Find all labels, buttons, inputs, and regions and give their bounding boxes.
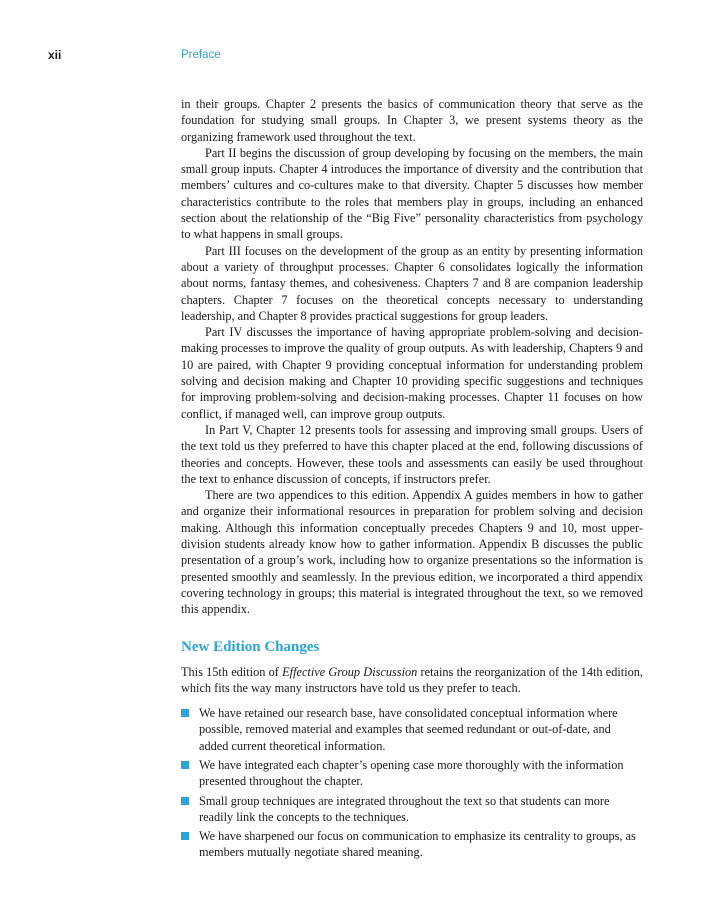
running-head — [0, 48, 727, 68]
paragraph-continued: in their groups. Chapter 2 presents the basics of communication theory that serve as the foundation for studying small groups. In Chapter 3, we present systems theory as the organizing framework used throughout the text. — [181, 97, 643, 144]
list-item — [181, 793, 643, 826]
list-item-text: Small group techniques are integrated throughout the text so that students can more readily link the concepts to the techniques. — [199, 793, 610, 824]
paragraph-appendices: There are two appendices to this edition. Appendix A guides members in how to gather and organize their informational resources in preparation for problem solving and decision making. Although this information conceptually precedes Chapters 9 and 10, most upper-division students already know how to gather information. Appendix B discusses the public presentation of a group’s work, including how to organize presentations so the information is presented smoothly and seamlessly. In the previous edition, we incorporated a third appendix covering technology in groups; this material is integrated throughout the text, so we removed this appendix. — [181, 488, 643, 617]
square-bullet-icon — [181, 709, 189, 717]
page-number: xii — [48, 48, 62, 62]
list-item-text: We have retained our research base, have consolidated conceptual information where possible, removed material and examples that seemed redundant or out-of-date, and added current theoretical information. — [199, 706, 618, 753]
list-item — [181, 705, 643, 754]
changes-list — [181, 705, 643, 861]
paragraph-part-iii: Part III focuses on the development of the group as an entity by presenting information about a variety of throughput processes. Chapter 6 consolidates logically the information about norms, fantasy themes, and cohesiveness. Chapters 7 and 8 are companion leadership chapters. Chapter 7 focuses on the theoretical concepts necessary to understanding leadership, and Chapter 8 provides practical suggestions for group leaders. — [181, 243, 643, 323]
list-item-text: We have sharpened our focus on communication to emphasize its centrality to groups, as members mutually negotiate shared meaning. — [199, 829, 636, 860]
paragraph-part-iv: Part IV discusses the importance of having appropriate problem-solving and decision-making processes to improve the quality of group outputs. As with leadership, Chapters 9 and 10 are paired, with Chapter 9 providing conceptual information for understanding problem solving and decision making and Chapter 10 providing specific suggestions and techniques for improving problem-solving and decision-making processes. Chapter 11 focuses on how conflict, if managed well, can improve group outputs. — [181, 325, 643, 421]
square-bullet-icon — [181, 761, 189, 769]
paragraph-part-v: In Part V, Chapter 12 presents tools for assessing and improving small groups. Users of the text told us they preferred to have this chapter placed at the end, following discussions of theories and concepts. However, these tools and assessments can easily be used throughout the text to enhance discussion of concepts, if instructors prefer. — [181, 422, 643, 486]
section-heading: New Edition Changes — [181, 638, 320, 655]
square-bullet-icon — [181, 832, 189, 840]
running-head-section: Preface — [181, 49, 221, 61]
square-bullet-icon — [181, 797, 189, 805]
new-edition-intro — [181, 664, 643, 697]
intro-text-end: retains the reorganization of the 14th edition, which fits the way many instructors have told us they prefer to teach. — [181, 664, 644, 695]
page-body — [181, 96, 643, 864]
list-item-text: We have integrated each chapter’s opening case more thoroughly with the information presented throughout the chapter. — [199, 757, 624, 789]
list-item — [181, 757, 643, 790]
intro-text-start: This 15th edition of — [181, 664, 283, 679]
paragraph-part-ii: Part II begins the discussion of group developing by focusing on the members, the main small group inputs. Chapter 4 introduces the importance of diversity and the contribution that members’ cultures and co-cultures make to that diversity. Chapter 5 discusses how member characteristics contribute to the roles that members play in groups, including an enhanced section about the relationship of the “Big Five” personality characteristics from psychology to what happens in small groups. — [181, 145, 643, 242]
book-title: Effective Group Discussion — [282, 664, 418, 679]
list-item — [181, 828, 643, 861]
